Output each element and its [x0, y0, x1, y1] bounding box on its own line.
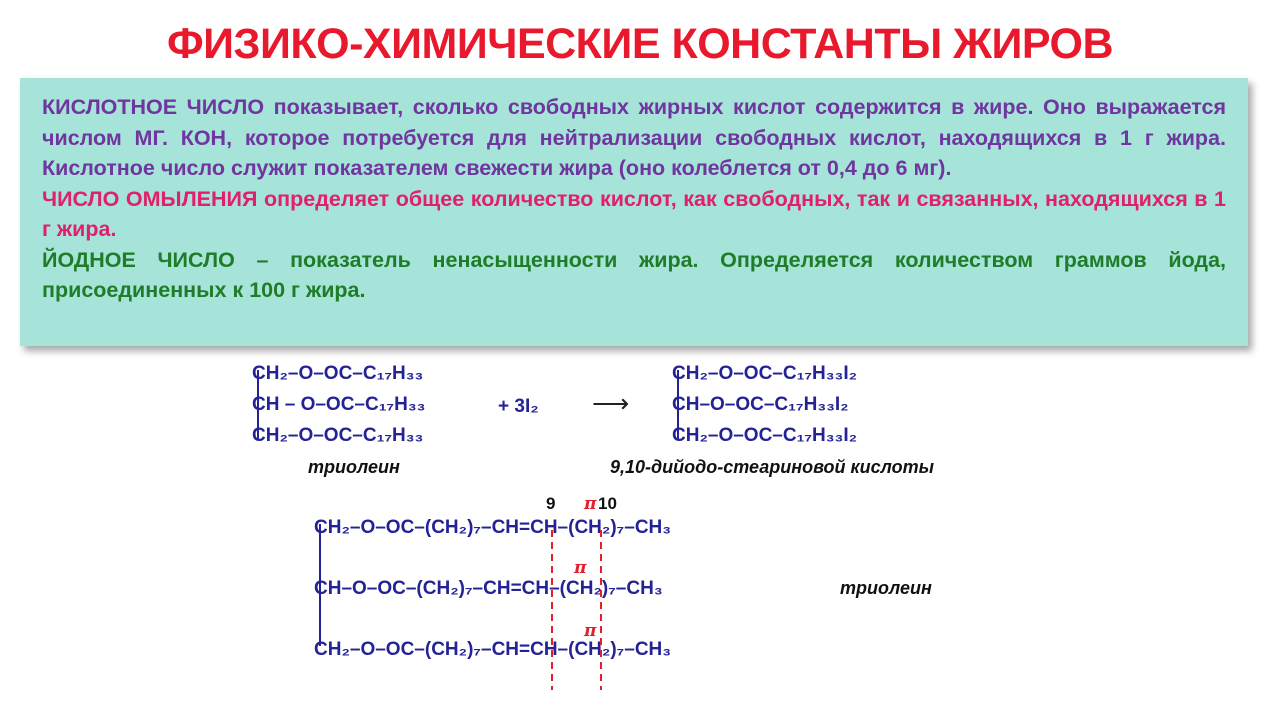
page-title: ФИЗИКО-ХИМИЧЕСКИЕ КОНСТАНТЫ ЖИРОВ [166, 20, 1114, 68]
position-9-label: 9 [546, 494, 556, 513]
structure-row-3-text: CH₂–O–OC–(CH₂)₇–CH=CH–(CH₂)₇–CH₃ [314, 639, 672, 660]
iodine-number-term: ЙОДНОЕ ЧИСЛО [42, 247, 235, 272]
position-10-label: 10 [598, 494, 617, 513]
acid-number-term: КИСЛОТНОЕ ЧИСЛО [42, 95, 265, 119]
reactant-formula-2-text: CH – O–OC–C₁₇H₃₃ [252, 394, 426, 415]
reactant-formula-3-text: CH₂–O–OC–C₁₇H₃₃ [252, 425, 424, 446]
reactant-label: триолеин [308, 457, 400, 477]
structure-row-2-text: CH–O–OC–(CH₂)₇–CH=CH–(CH₂)₇–CH₃ [314, 578, 663, 599]
reactant-formula-1-text: CH₂–O–OC–C₁₇H₃₃ [252, 363, 424, 384]
product-label: 9,10-дийодо-стеариновой кислоты [610, 457, 935, 477]
iodine-number-text: – показатель ненасыщенности жира. Определяется количеством граммов йода, присоединенных к 100 г жира. [42, 247, 1226, 302]
saponification-term: ЧИСЛО ОМЫЛЕНИЯ [42, 186, 258, 211]
saponification-text: определяет общее количество кислот, как свободных, так и связанных, находящихся в 1 г жира. [42, 186, 1227, 241]
acid-number-text: показывает, сколько свободных жирных кислот содержится в жире. Оно выражается числом МГ. КОН, которое потребуется для нейтрализации свободных кислот, находящихся в 1 г жира. Кислотное число служит показателем свежести жира (оно колеблется от 0,4 до 6 мг). [42, 95, 1226, 180]
reaction-arrow: ⟶ [592, 388, 630, 418]
iodine-reagent: + 3I₂ [498, 396, 539, 417]
structure-row-1-text: CH₂–O–OC–(CH₂)₇–CH=CH–(CH₂)₇–CH₃ [314, 517, 672, 538]
product-formula-1-text: CH₂–O–OC–C₁₇H₃₃I₂ [672, 363, 858, 384]
product-formula-2-text: CH–O–OC–C₁₇H₃₃I₂ [672, 394, 849, 415]
pi-bond-label-3: π [584, 621, 597, 641]
pi-bond-label-1: π [584, 494, 597, 514]
product-formula-3-text: CH₂–O–OC–C₁₇H₃₃I₂ [672, 425, 858, 446]
pi-bond-label-2: π [574, 558, 587, 578]
structure-label: триолеин [840, 578, 932, 598]
